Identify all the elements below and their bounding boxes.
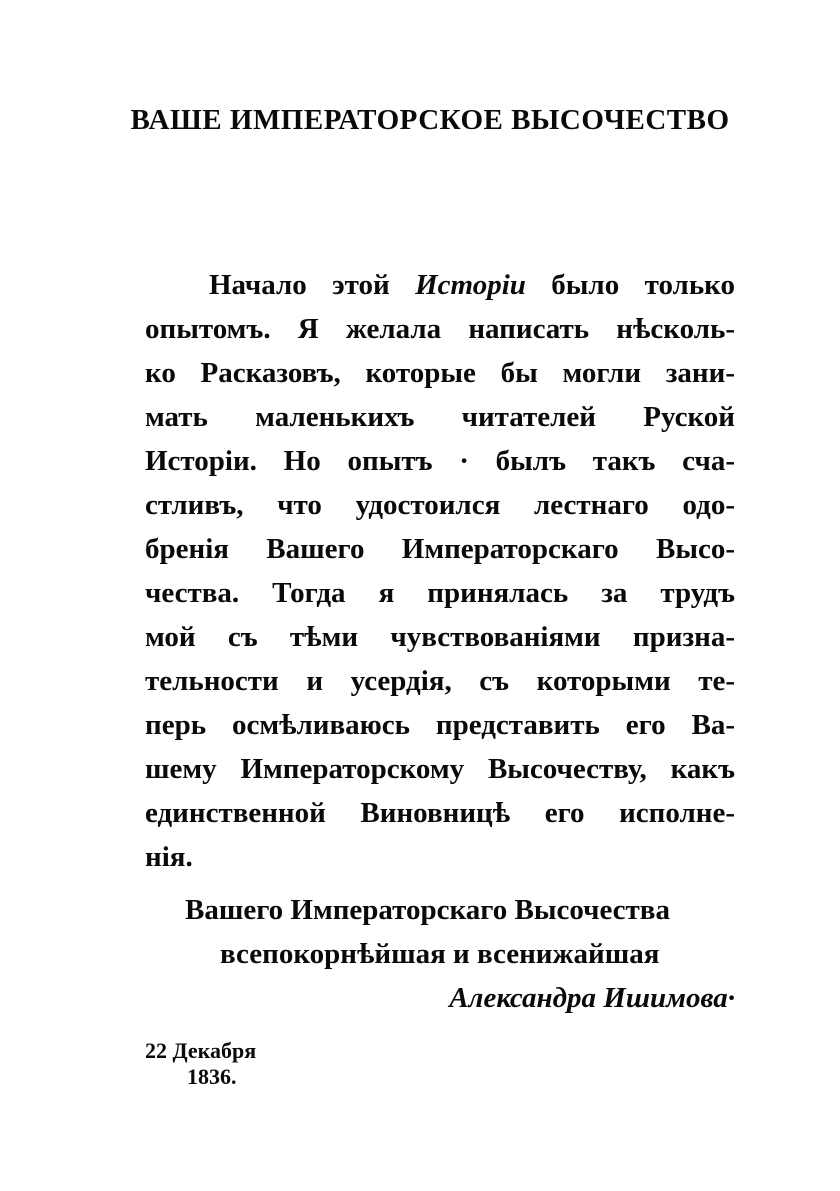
body-line-11: перь осмѣливаюсь представить его Ва- <box>145 709 735 741</box>
body-line-8: чества. Тогда я принялась за трудъ <box>145 577 735 609</box>
body-line-10: тельности и усердія, съ которыми те- <box>145 665 735 697</box>
dedication-heading: ВАШЕ ИМПЕРАТОРСКОЕ ВЫСОЧЕСТВО <box>130 104 730 136</box>
body-line-9: мой съ тѣми чувствованіями призна- <box>145 621 735 653</box>
body-line-1-italic: Исторіи <box>415 269 526 301</box>
body-line-14: нія. <box>145 841 193 873</box>
closing-address: Вашего Императорскаго Высочества <box>185 894 670 926</box>
body-line-6: стливъ, что удостоился лестнаго одо- <box>145 489 735 521</box>
body-line-5: Исторіи. Но опытъ · былъ такъ сча- <box>145 445 735 477</box>
body-line-7: бренія Вашего Императорскаго Высо- <box>145 533 735 565</box>
body-line-13: единственной Виновницѣ его исполне- <box>145 797 735 829</box>
body-line-1 <box>145 263 735 307</box>
date-year: 1836. <box>187 1064 237 1089</box>
date-day-month: 22 Декабря <box>145 1038 257 1063</box>
body-line-4: мать маленькихъ читателей Руской <box>145 401 735 433</box>
body-line-1-post: было только <box>525 269 735 301</box>
body-line-3: ко Расказовъ, которые бы могли зани- <box>145 357 735 389</box>
body-line-12: шему Императорскому Высочеству, какъ <box>145 753 735 785</box>
closing-block <box>145 888 735 1020</box>
date-block <box>145 1038 256 1090</box>
dedication-body <box>145 263 735 879</box>
body-line-2: опытомъ. Я желала написать нѣсколь- <box>145 313 735 345</box>
body-line-1-pre: Начало этой <box>209 269 416 301</box>
closing-humility: всепокорнѣйшая и всенижайшая <box>220 938 660 970</box>
author-signature: Александра Ишимова· <box>449 982 735 1014</box>
